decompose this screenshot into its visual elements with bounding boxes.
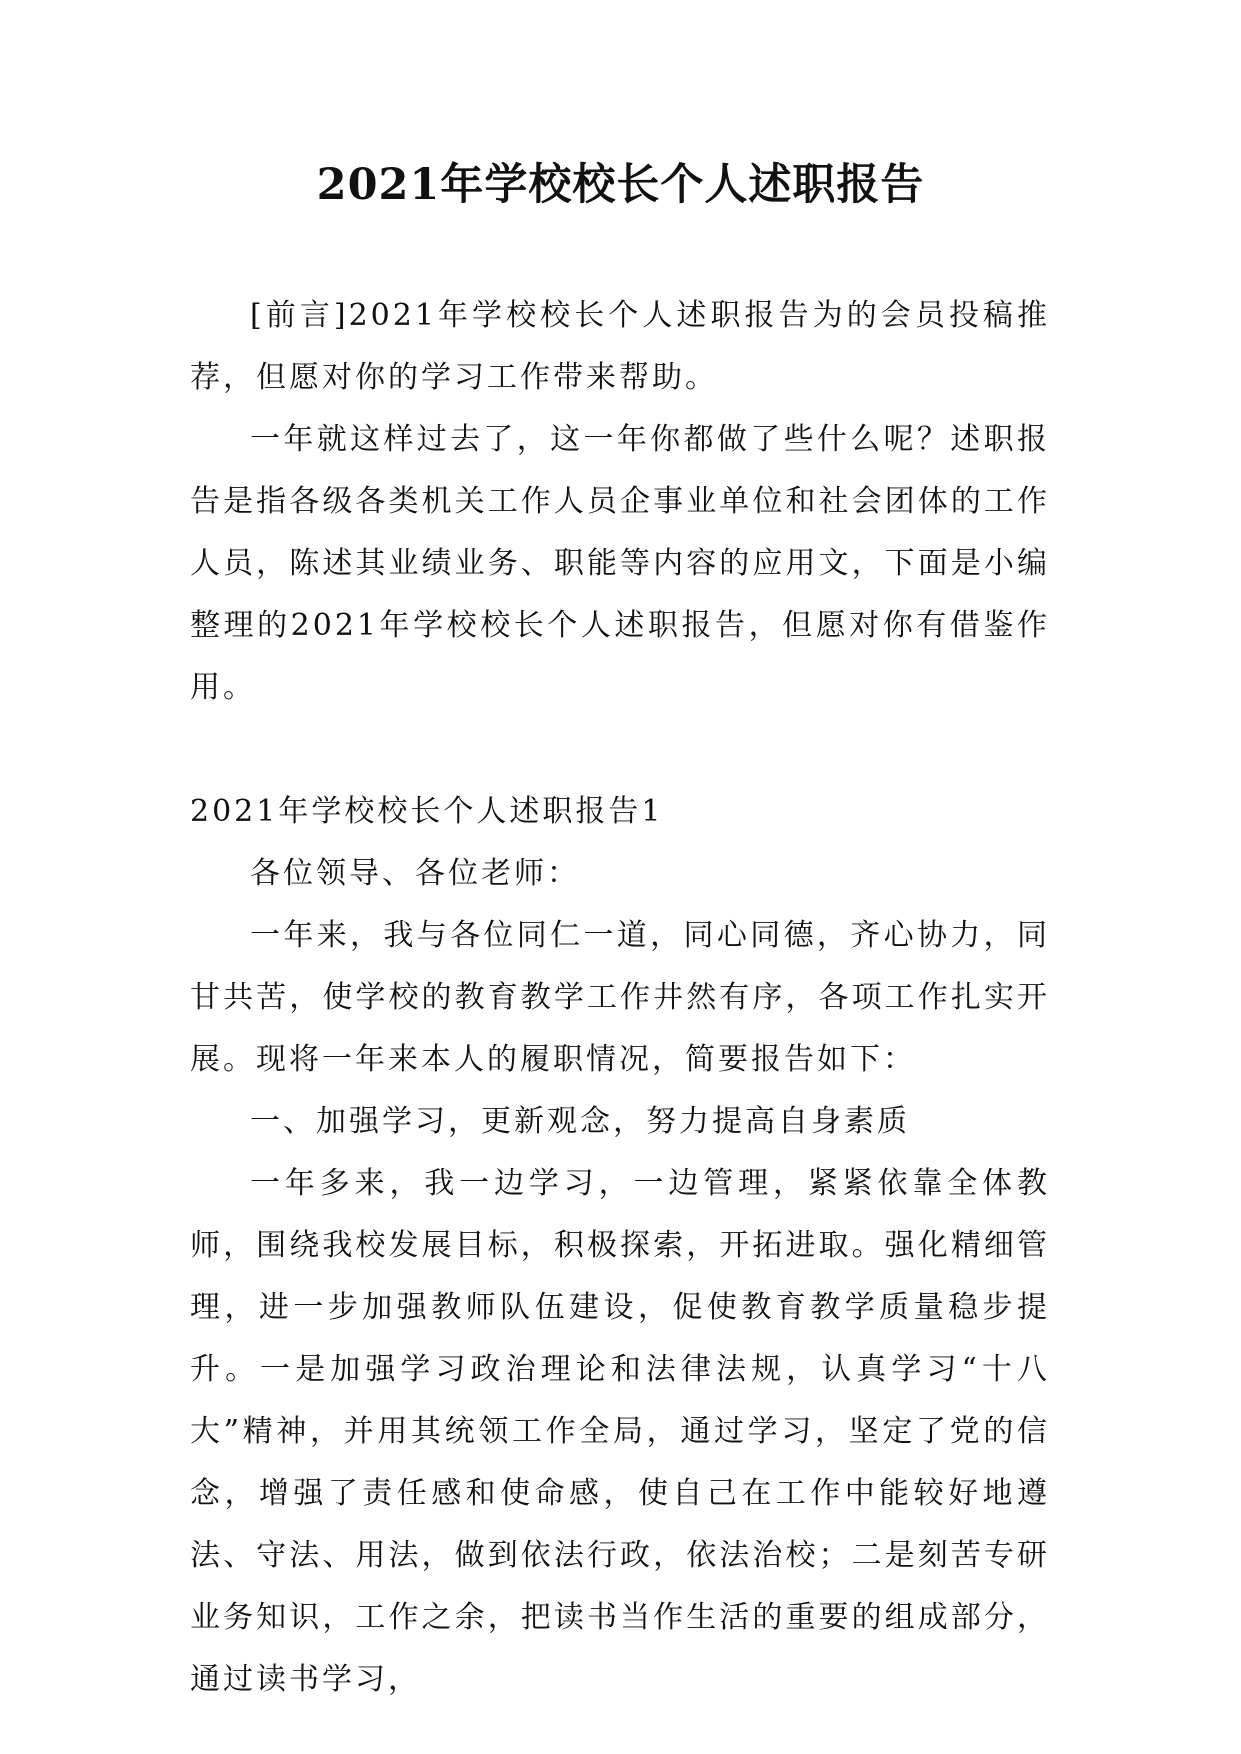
- section-heading: 2021年学校校长个人述职报告1: [190, 794, 664, 829]
- body-paragraph: 一年来，我与各位同仁一道，同心同德，齐心协力，同甘共苦，使学校的教育教学工作井然有序，各项工作扎实开展。现将一年来本人的履职情况，简要报告如下：: [190, 918, 1050, 1077]
- intro-paragraph: 一年就这样过去了，这一年你都做了些什么呢？述职报告是指各级各类机关工作人员企事业单位和社会团体的工作人员，陈述其业绩业务、职能等内容的应用文，下面是小编整理的2021年学校校长个人述职报告，但愿对你有借鉴作用。: [190, 422, 1050, 705]
- document-body: [190, 285, 1050, 1711]
- body-paragraph: 一年多来，我一边学习，一边管理，紧紧依靠全体教师，围绕我校发展目标，积极探索，开拓进取。强化精细管理，进一步加强教师队伍建设，促使教育教学质量稳步提升。一是加强学习政治理论和法律法规，认真学习“十八大”精神，并用其统领工作全局，通过学习，坚定了党的信念，增强了责任感和使命感，使自己在工作中能较好地遵法、守法、用法，做到依法行政，依法治校；二是刻苦专研业务知识，工作之余，把读书当作生活的重要的组成部分，通过读书学习，: [190, 1166, 1050, 1697]
- salutation: 各位领导、各位老师：: [250, 856, 580, 891]
- subheading: 一、加强学习，更新观念，努力提高自身素质: [250, 1104, 910, 1139]
- preface-paragraph: [前言]2021年学校校长个人述职报告为的会员投稿推荐，但愿对你的学习工作带来帮助。: [190, 298, 1050, 395]
- document-title: 2021年学校校长个人述职报告: [316, 160, 925, 210]
